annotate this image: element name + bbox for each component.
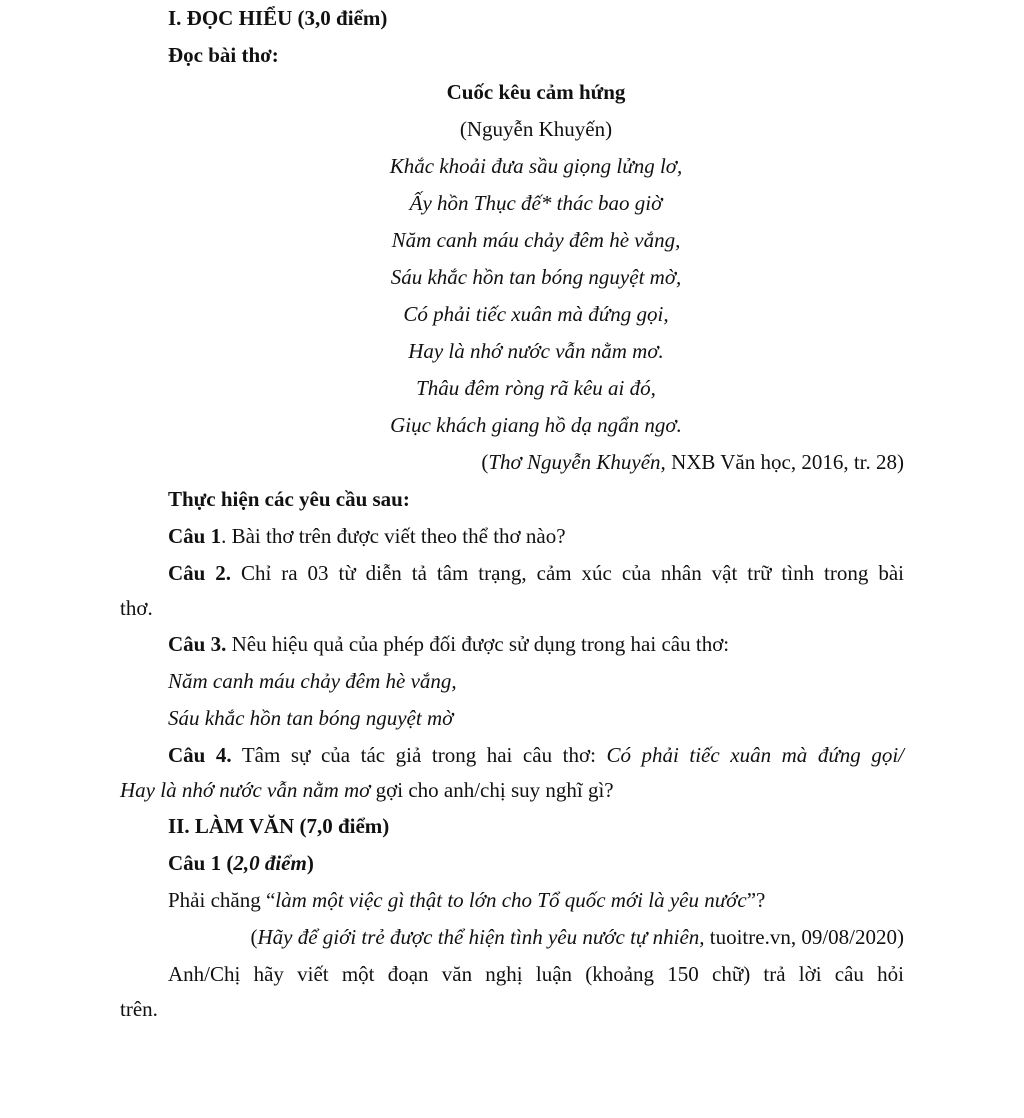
poem-line: Hay là nhớ nước vẫn nằm mơ. — [408, 339, 664, 363]
section1-intro: Đọc bài thơ: — [168, 43, 279, 67]
question-3: Câu 3. Nêu hiệu quả của phép đối được sử dụng trong hai câu thơ: — [168, 632, 730, 656]
poem-line: Năm canh máu chảy đêm hè vắng, — [391, 228, 681, 252]
tasks-heading: Thực hiện các yêu cầu sau: — [168, 487, 410, 511]
essay-task-continued: trên. — [120, 997, 158, 1021]
question-2-continued: thơ. — [120, 596, 153, 620]
poem-line: Sáu khắc hồn tan bóng nguyệt mờ, — [390, 265, 682, 289]
poem-line: Ấy hồn Thục đế* thác bao giờ — [409, 191, 663, 215]
question-3-verse: Sáu khắc hồn tan bóng nguyệt mờ — [168, 706, 454, 730]
question-4: Câu 4. Tâm sự của tác giả trong hai câu thơ: Có phải tiếc xuân mà đứng gọi/ — [168, 743, 904, 767]
poem-line: Khắc khoải đưa sầu giọng lửng lơ, — [389, 154, 683, 178]
poem-line: Giục khách giang hồ dạ ngẩn ngơ. — [390, 413, 682, 437]
essay-prompt: Phải chăng “làm một việc gì thật to lớn cho Tổ quốc mới là yêu nước”? — [168, 888, 766, 912]
poem-author: (Nguyễn Khuyến) — [459, 117, 613, 141]
essay-citation: (Hãy để giới trẻ được thể hiện tình yêu nước tự nhiên, tuoitre.vn, 09/08/2020) — [250, 925, 904, 949]
poem-title: Cuốc kêu cảm hứng — [446, 80, 626, 104]
section2-heading: II. LÀM VĂN (7,0 điểm) — [168, 814, 390, 838]
question-1: Câu 1. Bài thơ trên được viết theo thể thơ nào? — [168, 524, 566, 548]
question-3-verse: Năm canh máu chảy đêm hè vắng, — [168, 669, 457, 693]
question-4-continued: Hay là nhớ nước vẫn nằm mơ gợi cho anh/chị suy nghĩ gì? — [120, 778, 614, 802]
poem-line: Có phải tiếc xuân mà đứng gọi, — [403, 302, 669, 326]
section1-heading: I. ĐỌC HIỂU (3,0 điểm) — [168, 6, 388, 30]
poem-source: (Thơ Nguyễn Khuyến, NXB Văn học, 2016, tr. 28) — [481, 450, 904, 474]
poem-line: Thâu đêm ròng rã kêu ai đó, — [416, 376, 656, 400]
essay-task: Anh/Chị hãy viết một đoạn văn nghị luận (khoảng 150 chữ) trả lời câu hỏi — [168, 962, 904, 986]
question-2: Câu 2. Chỉ ra 03 từ diễn tả tâm trạng, cảm xúc của nhân vật trữ tình trong bài — [168, 561, 904, 585]
section2-question-1: Câu 1 (2,0 điểm) — [168, 851, 314, 875]
